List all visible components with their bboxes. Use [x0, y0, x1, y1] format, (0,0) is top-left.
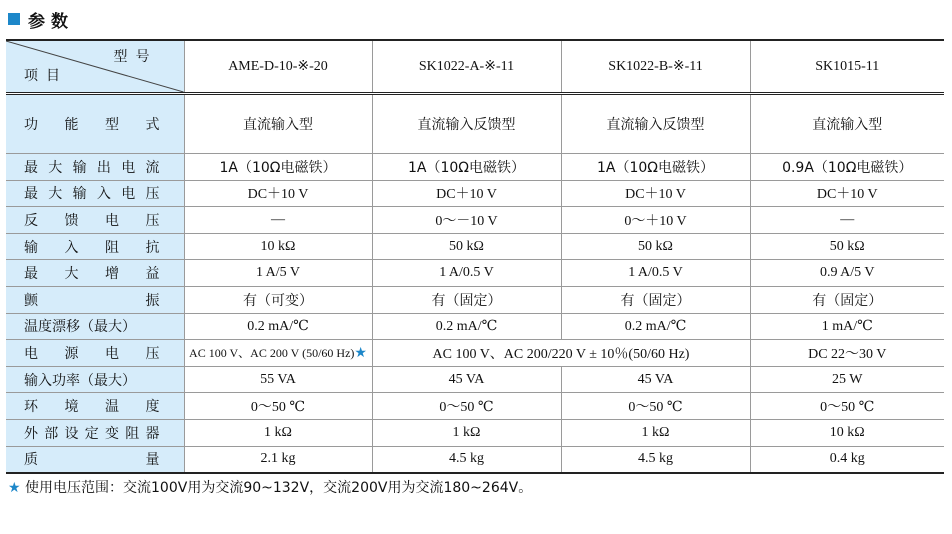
column-header: AME-D-10-※-20 [184, 40, 372, 94]
table-cell: DC＋10 V [372, 180, 561, 207]
table-cell: 1A（10Ω电磁铁） [372, 154, 561, 181]
row-label: 颤振 [6, 286, 184, 313]
row-label: 最大输出电流 [6, 154, 184, 181]
table-cell: 50 kΩ [372, 233, 561, 260]
table-row [6, 393, 944, 420]
row-label: 外部设定变阻器 [6, 419, 184, 446]
table-cell: 50 kΩ [750, 233, 944, 260]
table-row [6, 180, 944, 207]
table-cell: 2.1 kg [184, 446, 372, 473]
spec-table [6, 39, 944, 474]
section-title: 参数 [28, 11, 74, 32]
table-row [6, 313, 944, 340]
table-cell: 0～50 ℃ [372, 393, 561, 420]
table-row [6, 366, 944, 393]
table-cell: 1A（10Ω电磁铁） [561, 154, 750, 181]
table-cell: 直流输入型 [750, 94, 944, 154]
row-label: 环境温度 [6, 393, 184, 420]
row-label: 最大输入电压 [6, 180, 184, 207]
table-cell: 50 kΩ [561, 233, 750, 260]
table-row [6, 154, 944, 181]
table-cell: DC＋10 V [184, 180, 372, 207]
table-cell: 1 kΩ [372, 419, 561, 446]
table-cell: 0.2 mA/℃ [561, 313, 750, 340]
table-cell [184, 340, 372, 367]
footnote [8, 477, 532, 497]
corner-model-label: 型号 [113, 49, 158, 65]
table-cell: 有（固定） [750, 286, 944, 313]
row-label: 电源电压 [6, 340, 184, 367]
table-cell: 45 VA [561, 366, 750, 393]
table-cell: 1 A/0.5 V [561, 260, 750, 287]
table-cell: 1 kΩ [561, 419, 750, 446]
row-label: 反馈电压 [6, 207, 184, 234]
table-cell: 1A（10Ω电磁铁） [184, 154, 372, 181]
footnote-text: 使用电压范围：交流100V用为交流90~132V，交流200V用为交流180~264V。 [25, 480, 533, 496]
table-cell: 有（可变） [184, 286, 372, 313]
table-cell: 0.4 kg [750, 446, 944, 473]
star-icon: ★ [8, 480, 21, 496]
power-voltage-value: AC 100 V、AC 200 V (50/60 Hz) [189, 345, 355, 360]
table-cell: — [184, 207, 372, 234]
table-cell: 45 VA [372, 366, 561, 393]
table-row [6, 94, 944, 154]
table-cell: DC＋10 V [750, 180, 944, 207]
table-header-row [6, 40, 944, 94]
table-row [6, 446, 944, 473]
section-heading [8, 8, 74, 30]
row-label: 最大增益 [6, 260, 184, 287]
table-cell: 10 kΩ [750, 419, 944, 446]
table-cell: 10 kΩ [184, 233, 372, 260]
table-cell: 0～－10 V [372, 207, 561, 234]
row-label: 温度漂移（最大） [6, 313, 184, 340]
table-cell: 0.2 mA/℃ [372, 313, 561, 340]
corner-cell [6, 40, 184, 94]
table-cell: 直流输入型 [184, 94, 372, 154]
table-cell: — [750, 207, 944, 234]
table-cell: DC＋10 V [561, 180, 750, 207]
table-cell: 直流输入反馈型 [561, 94, 750, 154]
table-cell: DC 22～30 V [750, 340, 944, 367]
table-row [6, 260, 944, 287]
table-cell: AC 100 V、AC 200/220 V ± 10％(50/60 Hz) [372, 340, 750, 367]
table-cell: 55 VA [184, 366, 372, 393]
table-cell: 0～50 ℃ [750, 393, 944, 420]
corner-item-label: 项目 [24, 68, 68, 84]
star-icon: ★ [354, 345, 367, 361]
row-label: 输入阻抗 [6, 233, 184, 260]
table-cell: 直流输入反馈型 [372, 94, 561, 154]
table-cell: 0～50 ℃ [561, 393, 750, 420]
column-header: SK1015-11 [750, 40, 944, 94]
table-cell: 1 mA/℃ [750, 313, 944, 340]
column-header: SK1022-B-※-11 [561, 40, 750, 94]
row-label: 质量 [6, 446, 184, 473]
table-cell: 1 A/5 V [184, 260, 372, 287]
section-marker-icon [8, 13, 20, 25]
table-row [6, 419, 944, 446]
table-row [6, 286, 944, 313]
table-cell: 0～50 ℃ [184, 393, 372, 420]
table-row [6, 233, 944, 260]
table-cell: 0.2 mA/℃ [184, 313, 372, 340]
table-cell: 0.9 A/5 V [750, 260, 944, 287]
table-cell: 0.9A（10Ω电磁铁） [750, 154, 944, 181]
table-cell: 25 W [750, 366, 944, 393]
table-row [6, 207, 944, 234]
table-cell: 1 A/0.5 V [372, 260, 561, 287]
table-cell: 有（固定） [372, 286, 561, 313]
row-label: 输入功率（最大） [6, 366, 184, 393]
table-cell: 1 kΩ [184, 419, 372, 446]
table-row [6, 340, 944, 367]
table-cell: 有（固定） [561, 286, 750, 313]
column-header: SK1022-A-※-11 [372, 40, 561, 94]
row-label: 功能型式 [6, 94, 184, 154]
table-cell: 4.5 kg [372, 446, 561, 473]
table-cell: 4.5 kg [561, 446, 750, 473]
table-cell: 0～＋10 V [561, 207, 750, 234]
